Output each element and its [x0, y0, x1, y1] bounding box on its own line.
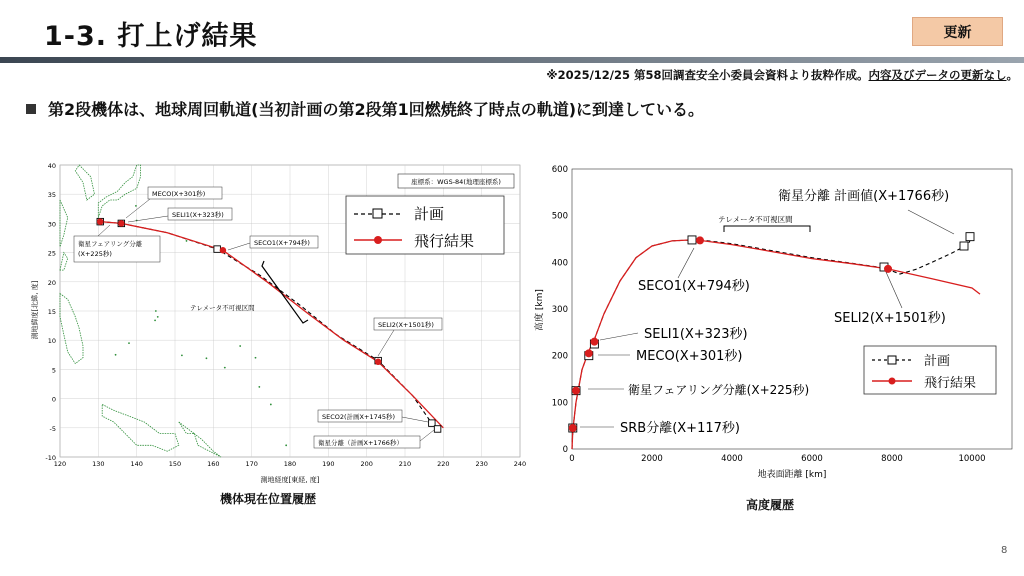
ann-meco: MECO(X+301秒) — [636, 349, 743, 364]
plan-marker — [688, 236, 696, 244]
island — [270, 404, 272, 406]
x-tick-label: 200 — [360, 460, 373, 468]
x-tick-label: 130 — [92, 460, 105, 468]
result-marker — [569, 424, 577, 432]
y-tick-label: -5 — [49, 424, 56, 433]
y-tick-label: 400 — [551, 258, 568, 269]
x-tick-label: 2000 — [641, 454, 663, 464]
x-tick-label: 150 — [168, 460, 182, 468]
update-badge: 更新 — [912, 17, 1003, 46]
x-tick-label: 140 — [130, 460, 143, 468]
y-tick-label: 600 — [551, 165, 568, 175]
map-telemetry-label: テレメータ不可視区間 — [190, 304, 255, 312]
y-tick-label: 5 — [51, 366, 56, 375]
plan-marker — [214, 246, 221, 253]
alt-xlabel: 地表面距離 [km] — [757, 470, 827, 480]
note-underlined: 内容及びデータの更新なし — [868, 68, 1007, 82]
ann-seco1: SECO1(X+794秒) — [638, 279, 750, 294]
island — [239, 345, 241, 347]
y-tick-label: 200 — [551, 351, 568, 362]
y-tick-label: 35 — [47, 191, 56, 200]
result-marker — [97, 218, 104, 225]
x-tick-label: 210 — [398, 460, 412, 468]
callout-seco1: SECO1(X+794秒) — [254, 239, 310, 247]
result-marker — [590, 338, 598, 346]
plan-marker — [434, 426, 441, 433]
map-chart — [28, 160, 528, 485]
alt-caption: 高度履歴 — [746, 498, 795, 512]
y-tick-label: 30 — [47, 220, 56, 229]
island — [115, 354, 117, 356]
result-marker — [118, 220, 125, 227]
map-caption: 機体現在位置履歴 — [220, 492, 317, 506]
y-tick-label: 0 — [562, 445, 568, 455]
island — [128, 342, 130, 344]
note-suffix: 。 — [1006, 68, 1018, 82]
x-tick-label: 170 — [245, 460, 258, 468]
island — [224, 367, 226, 369]
result-marker — [220, 247, 227, 254]
svg-text:(X+225秒): (X+225秒) — [78, 250, 112, 258]
map-xlabel: 測地経度[東経, 度] — [260, 476, 320, 484]
island — [258, 386, 260, 388]
alt-legend-result: 飛行結果 — [924, 376, 977, 391]
x-tick-label: 10000 — [958, 454, 986, 464]
y-tick-label: 40 — [47, 162, 56, 170]
callout-fairing: 衛星フェアリング分離 — [78, 240, 143, 248]
island — [135, 205, 137, 207]
plan-marker — [960, 242, 968, 250]
result-marker — [585, 349, 593, 357]
x-tick-label: 220 — [437, 460, 450, 468]
island — [255, 357, 257, 359]
island — [206, 357, 208, 359]
y-tick-label: 500 — [551, 211, 568, 222]
result-marker — [696, 236, 704, 244]
callout-seco2: SECO2(計画X+1745秒) — [322, 413, 396, 421]
x-tick-label: 230 — [475, 460, 488, 468]
alt-ylabel: 高度 [km] — [535, 289, 545, 331]
x-tick-label: 0 — [569, 454, 575, 464]
callout-seli1: SELI1(X+323秒) — [172, 211, 224, 219]
map-ylabel: 測地緯度[北緯, 度] — [31, 280, 39, 340]
alt-legend-plan: 計画 — [924, 354, 951, 369]
island — [157, 316, 159, 318]
coord-system-label: 座標系：WGS-84(地理座標系) — [411, 178, 501, 186]
y-tick-label: 300 — [551, 305, 568, 315]
y-tick-label: 15 — [47, 308, 56, 316]
altitude-chart — [528, 160, 1020, 490]
result-marker — [572, 387, 580, 395]
ann-seli1: SELI1(X+323秒) — [644, 327, 748, 342]
x-tick-label: 6000 — [801, 454, 823, 464]
callout-separation: 衛星分離（計画X+1766秒） — [318, 439, 403, 447]
y-tick-label: 25 — [47, 249, 56, 258]
y-tick-label: 10 — [47, 337, 56, 346]
callout-seli2: SELI2(X+1501秒) — [378, 321, 434, 329]
x-tick-label: 190 — [322, 460, 335, 468]
island — [154, 319, 156, 321]
bullet-text: 第2段機体は、地球周回軌道(当初計画の第2段第1回燃焼終了時点の軌道)に到達している。 — [48, 100, 705, 119]
title-rule — [0, 57, 1024, 63]
ann-fairing: 衛星フェアリング分離(X+225秒) — [628, 383, 810, 397]
ann-srb: SRB分離(X+117秒) — [620, 421, 740, 436]
bullet-point — [26, 97, 704, 120]
note-prefix: ※2025/12/25 第58回調査安全小委員会資料より抜粋作成。 — [546, 68, 869, 82]
island — [285, 444, 287, 446]
source-note — [546, 67, 1018, 83]
alt-plot-frame — [572, 169, 1012, 449]
island — [155, 310, 157, 312]
x-tick-label: 240 — [513, 460, 527, 468]
y-tick-label: 20 — [47, 278, 56, 287]
x-tick-label: 120 — [53, 460, 67, 468]
page-title: 1-3. 打上げ結果 — [44, 21, 258, 52]
map-legend-result: 飛行結果 — [414, 232, 475, 250]
x-tick-label: 4000 — [721, 454, 743, 464]
ann-seli2: SELI2(X+1501秒) — [834, 311, 946, 326]
y-tick-label: 0 — [51, 395, 56, 404]
page-number: 8 — [1001, 545, 1008, 556]
plan-marker — [966, 233, 974, 241]
island — [181, 354, 183, 356]
y-tick-label: 100 — [551, 398, 568, 409]
x-tick-label: 8000 — [881, 454, 903, 464]
island — [186, 240, 188, 242]
alt-telemetry-label: テレメータ不可視区間 — [718, 215, 793, 224]
result-marker — [884, 265, 892, 273]
x-tick-label: 180 — [283, 460, 297, 468]
result-marker — [375, 359, 382, 366]
ann-separation: 衛星分離 計画値(X+1766秒) — [778, 189, 950, 204]
x-tick-label: 160 — [207, 460, 220, 468]
map-legend-plan: 計画 — [414, 205, 445, 223]
bullet-square-icon — [26, 104, 36, 114]
callout-meco: MECO(X+301秒) — [152, 190, 206, 198]
y-tick-label: -10 — [45, 454, 56, 462]
